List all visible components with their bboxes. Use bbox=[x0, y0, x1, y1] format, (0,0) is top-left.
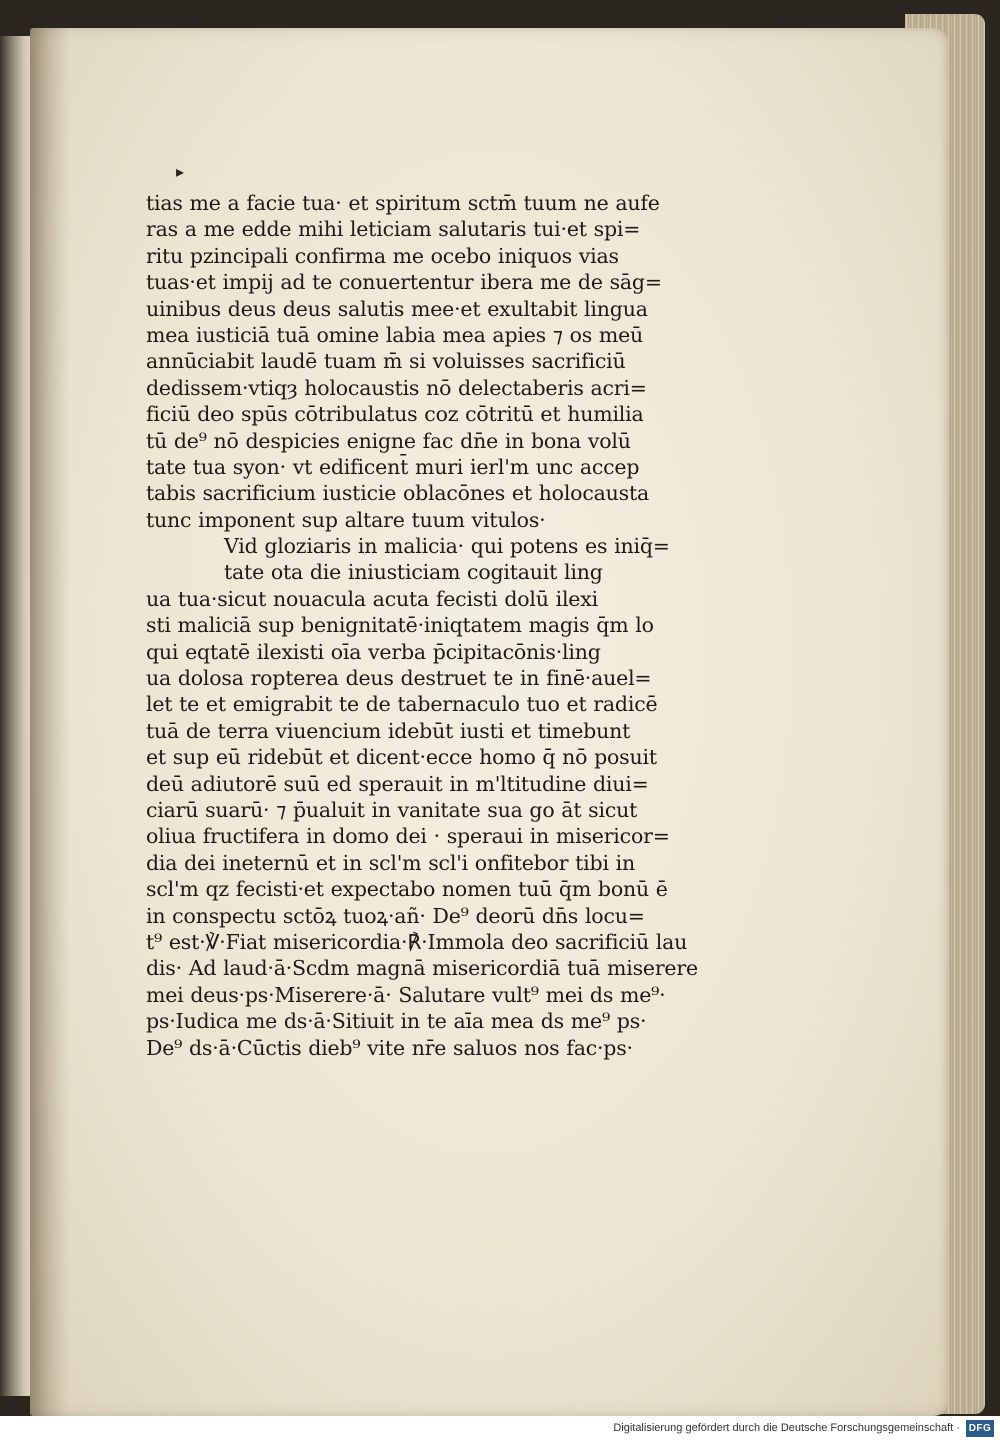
text-line: ritu pzincipali confirma me ocebo iniquos vias bbox=[146, 243, 619, 268]
footer-bar bbox=[0, 1416, 1000, 1443]
text-line: oliua fructifera in domo dei · speraui in misericor= bbox=[146, 824, 670, 849]
facing-page-edge bbox=[0, 36, 34, 1396]
printed-text-block bbox=[146, 190, 732, 1061]
text-line: tuā de terra viuencium idebūt iusti et timebunt bbox=[146, 718, 631, 743]
text-line: ua tua·sicut nouacula acuta fecisti dolū ilexi bbox=[146, 586, 598, 611]
text-line: tunc imponent sup altare tuum vitulos· bbox=[146, 507, 546, 532]
text-line: ras a me edde mihi leticiam salutaris tui·et spi= bbox=[146, 217, 641, 242]
text-line: in conspectu sctōꝝ tuoꝝ·añ· De⁹ deorū dn̄s locu= bbox=[146, 903, 645, 928]
text-line: ciarū suarū· ⁊ p̄ualuit in vanitate sua go āt sicut bbox=[146, 797, 638, 822]
text-line: dedissem·vtiqȝ holocaustis nō delectaberis acri= bbox=[146, 375, 647, 400]
text-line: et sup eū ridebūt et dicent·ecce homo q̄ nō posuit bbox=[146, 745, 657, 770]
text-line: tate tua syon· vt edificent̄ muri ierl'm unc accep bbox=[146, 454, 640, 479]
text-line: tate ota die iniusticiam cogitauit ling bbox=[224, 560, 603, 585]
text-line: uinibus deus deus salutis mee·et exultabit lingua bbox=[146, 296, 648, 321]
text-line: t⁹ est·℣·Fiat misericordia·℟·Immola deo sacrificiū lau bbox=[146, 929, 688, 954]
funding-credit: Digitalisierung gefördert durch die Deutsche Forschungsgemeinschaft · bbox=[613, 1422, 960, 1434]
text-line: annūciabit laudē tuam m̄ si voluisses sacrificiū bbox=[146, 349, 626, 374]
text-line: tabis sacrificium iusticie oblacōnes et holocausta bbox=[146, 481, 650, 506]
dfg-logo-icon: DFG bbox=[966, 1420, 994, 1437]
text-line: dia dei ineternū et in scl'm scl'i onfitebor tibi in bbox=[146, 850, 635, 875]
text-line: ficiū deo spūs cōtribulatus coz cōtritū et humilia bbox=[146, 402, 644, 427]
text-line: tū de⁹ nō despicies enigne fac dn̄e in bona volū bbox=[146, 428, 631, 453]
text-line: tuas·et impij ad te conuertentur ibera me de sāg= bbox=[146, 270, 662, 295]
text-line: mea iusticiā tuā omine labia mea apies ⁊ os meū bbox=[146, 322, 644, 347]
text-line: scl'm qz fecisti·et expectabo nomen tuū q̄m bonū ē bbox=[146, 877, 668, 902]
text-line: Vid gloziaris in malicia· qui potens es iniq̄= bbox=[224, 534, 670, 559]
text-line: qui eqtatē ilexisti oīa verba p̄cipitacōnis·ling bbox=[146, 639, 601, 664]
text-line: dis· Ad laud·ā·Scdm magnā misericordiā tuā miserere bbox=[146, 956, 698, 981]
text-line: ua dolosa ropterea deus destruet te in finē·auel= bbox=[146, 666, 652, 691]
text-line: tias me a facie tua· et spiritum sctm̄ tuum ne aufe bbox=[146, 191, 660, 215]
text-line: mei deus·ps·Miserere·ā· Salutare vult⁹ mei ds me⁹· bbox=[146, 982, 666, 1007]
text-line: let te et emigrabit te de tabernaculo tuo et radicē bbox=[146, 692, 658, 717]
text-line: De⁹ ds·ā·Cūctis dieb⁹ vite nr̄e saluos nos fac·ps· bbox=[146, 1035, 633, 1060]
text-line: sti maliciā sup benignitatē·iniqtatem magis q̄m lo bbox=[146, 613, 654, 638]
printer-mark: ▸ bbox=[176, 162, 185, 181]
text-line: ps·Iudica me ds·ā·Sitiuit in te aīa mea ds me⁹ ps· bbox=[146, 1009, 647, 1034]
text-line: deū adiutorē suū ed sperauit in m'ltitudine diui= bbox=[146, 771, 649, 796]
